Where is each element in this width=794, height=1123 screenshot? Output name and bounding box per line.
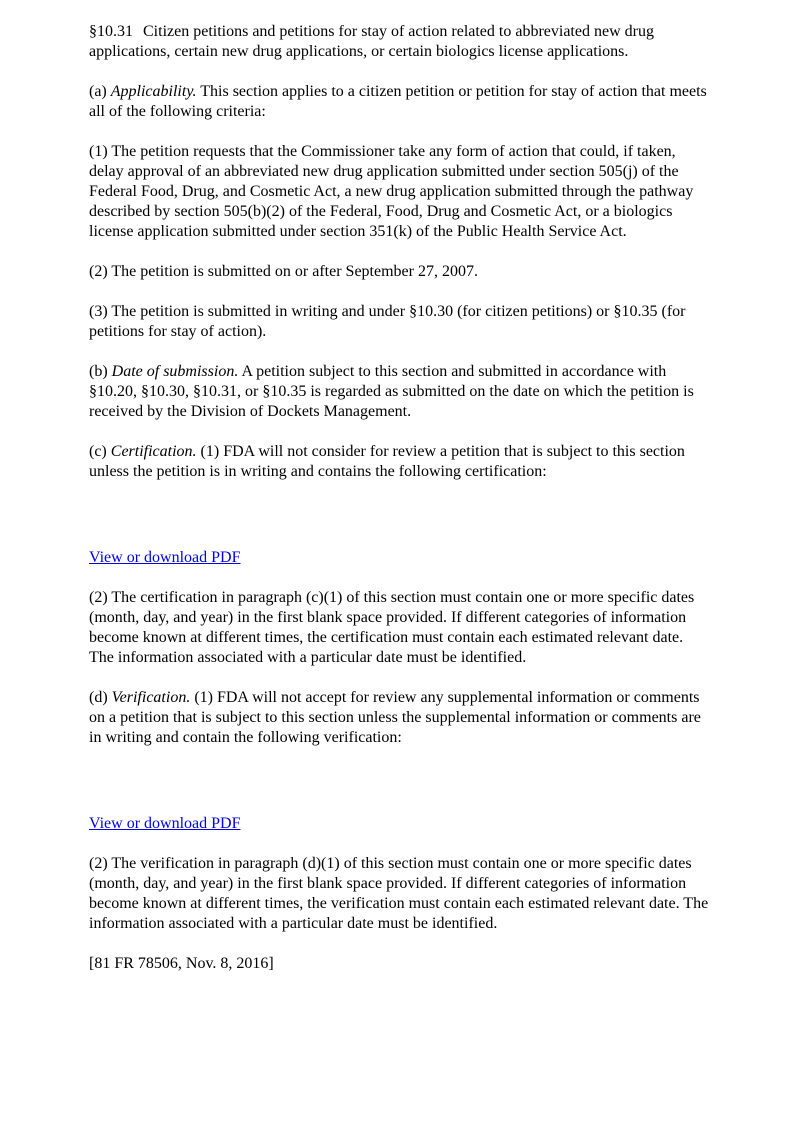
paragraph-c-text: (1) FDA will not consider for review a petition that is subject to this section unless the petition is in writing and contains the following certification: <box>89 443 685 480</box>
paragraph-a3: (3) The petition is submitted in writing and under §10.30 (for citizen petitions) or §10.35 (for petitions for stay of action). <box>89 303 686 340</box>
section-heading <box>89 22 709 62</box>
paragraph-b-heading: Date of submission. <box>111 363 239 380</box>
paragraph-a2: (2) The petition is submitted on or after September 27, 2007. <box>89 263 478 280</box>
paragraph-a-heading: Applicability. <box>110 83 197 100</box>
paragraph-b-prefix: (b) <box>89 363 112 380</box>
paragraph-a1: (1) The petition requests that the Commissioner take any form of action that could, if taken, delay approval of an abbreviated new drug application submitted under section 505(j) of the Federal Food, Drug, and Cosmetic Act, a new drug application submitted through the pathway described by section 505(b)(2) of the Federal, Food, Drug and Cosmetic Act, or a biologics license application submitted under section 351(k) of the Public Health Service Act. <box>89 143 694 240</box>
section-title: Citizen petitions and petitions for stay of action related to abbreviated new drug applications, certain new drug applications, or certain biologics license applications. <box>89 23 654 60</box>
paragraph-a <box>89 82 709 122</box>
section-number: §10.31 <box>89 23 133 40</box>
verification-form-placeholder <box>89 768 709 814</box>
paragraph-c <box>89 442 709 482</box>
paragraph-c-heading: Certification. <box>110 443 197 460</box>
view-download-pdf-link[interactable]: View or download PDF <box>89 815 241 832</box>
paragraph-b-text: A petition subject to this section and submitted in accordance with §10.20, §10.30, §10.31, or §10.35 is regarded as submitted on the date on which the petition is received by the Division of Dockets Management. <box>89 363 694 420</box>
certification-form-placeholder <box>89 502 709 548</box>
verification-pdf-link-row <box>89 814 709 834</box>
paragraph-a-text: This section applies to a citizen petition or petition for stay of action that meets all of the following criteria: <box>89 83 707 120</box>
paragraph-c-prefix: (c) <box>89 443 111 460</box>
certification-pdf-link-row <box>89 548 709 568</box>
paragraph-c2: (2) The certification in paragraph (c)(1) of this section must contain one or more specific dates (month, day, and year) in the first blank space provided. If different categories of information become known at different times, the certification must contain each estimated relevant date. The information associated with a particular date must be identified. <box>89 589 695 666</box>
paragraph-d-text: (1) FDA will not accept for review any supplemental information or comments on a petition that is subject to this section unless the supplemental information or comments are in writing and contain the following verification: <box>89 689 701 746</box>
paragraph-d-heading: Verification. <box>111 689 191 706</box>
paragraph-a-prefix: (a) <box>89 83 111 100</box>
citation: [81 FR 78506, Nov. 8, 2016] <box>89 955 274 972</box>
paragraph-d <box>89 688 709 748</box>
paragraph-b <box>89 362 709 422</box>
view-download-pdf-link[interactable]: View or download PDF <box>89 549 241 566</box>
paragraph-d2: (2) The verification in paragraph (d)(1) of this section must contain one or more specific dates (month, day, and year) in the first blank space provided. If different categories of information become known at different times, the verification must contain each estimated relevant date. The information associated with a particular date must be identified. <box>89 855 709 932</box>
document-body <box>89 22 709 994</box>
paragraph-d-prefix: (d) <box>89 689 112 706</box>
